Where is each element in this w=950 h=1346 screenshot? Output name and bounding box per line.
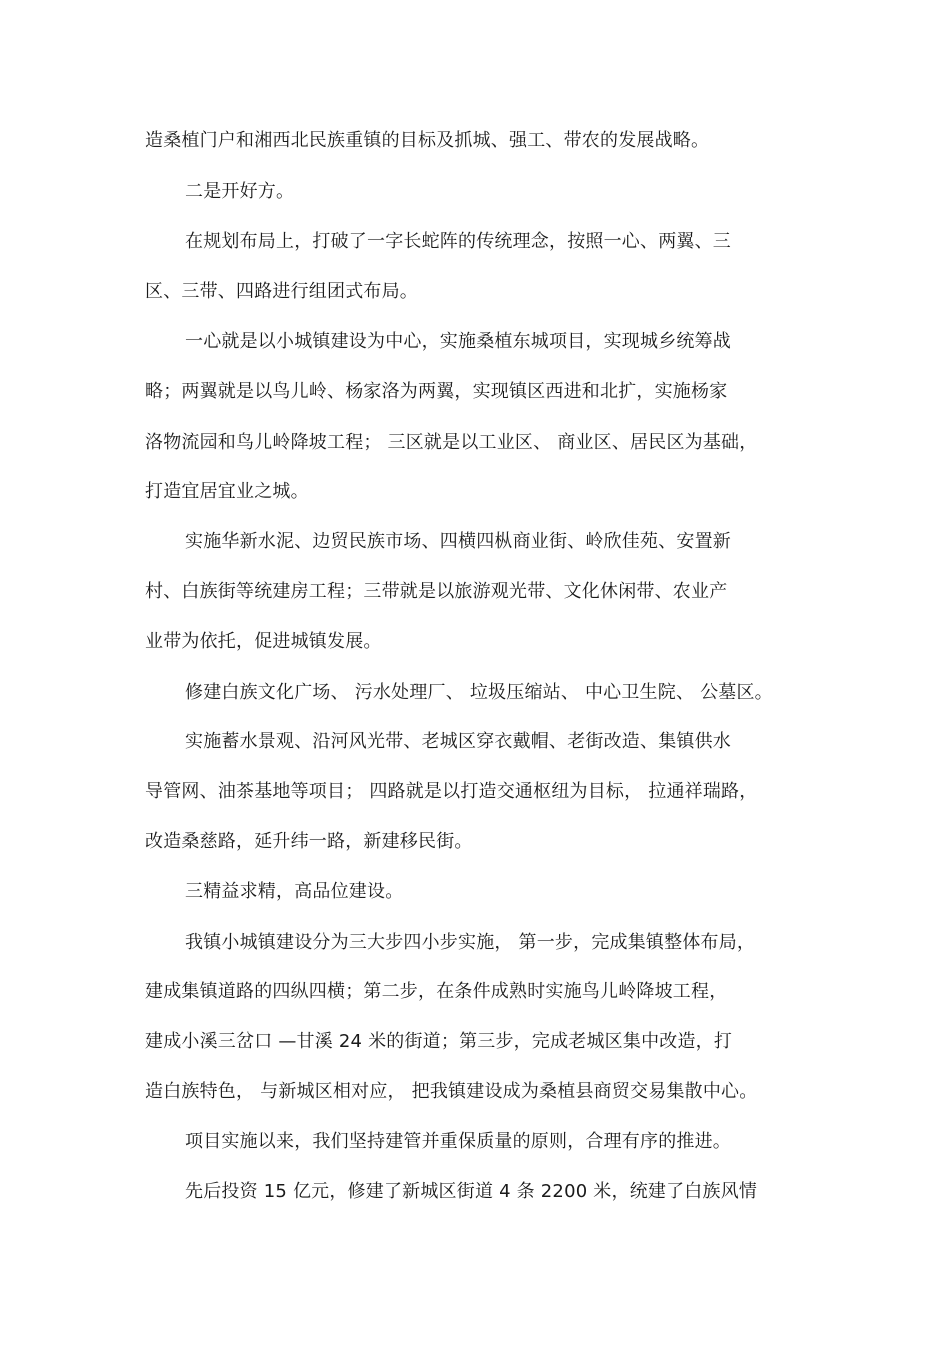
text-line: 业带为依托，促进城镇发展。 — [145, 631, 382, 652]
text-line: 导管网、油茶基地等项目； 四路就是以打造交通枢纽为目标， 拉通祥瑞路， — [145, 781, 758, 802]
text-line: 修建白族文化广场、 污水处理厂、 垃圾压缩站、 中心卫生院、 公墓区。 — [185, 682, 773, 703]
text-line: 区、三带、四路进行组团式布局。 — [145, 281, 418, 302]
text-line: 在规划布局上，打破了一字长蛇阵的传统理念，按照一心、两翼、三 — [185, 231, 731, 252]
text-line: 项目实施以来，我们坚持建管并重保质量的原则，合理有序的推进。 — [185, 1131, 731, 1152]
text-line: 二是开好方。 — [185, 181, 295, 202]
text-line: 先后投资 15 亿元，修建了新城区街道 4 条 2200 米，统建了白族风情 — [185, 1181, 758, 1202]
text-line: 洛物流园和鸟儿岭降坡工程； 三区就是以工业区、 商业区、居民区为基础， — [145, 432, 758, 453]
text-line: 三精益求精，高品位建设。 — [185, 881, 404, 902]
text-line: 村、白族街等统建房工程；三带就是以旅游观光带、文化休闲带、农业产 — [145, 581, 728, 602]
text-line: 改造桑慈路，延升纬一路，新建移民街。 — [145, 831, 473, 852]
text-line: 我镇小城镇建设分为三大步四小步实施， 第一步，完成集镇整体布局， — [185, 932, 756, 953]
text-line: 造白族特色， 与新城区相对应， 把我镇建设成为桑植县商贸交易集散中心。 — [145, 1081, 758, 1102]
text-line: 建成集镇道路的四纵四横；第二步，在条件成熟时实施鸟儿岭降坡工程， — [145, 981, 728, 1002]
text-line: 略；两翼就是以鸟儿岭、杨家洛为两翼，实现镇区西进和北扩，实施杨家 — [145, 381, 728, 402]
text-line: 打造宜居宜业之城。 — [145, 481, 309, 502]
text-line: 一心就是以小城镇建设为中心，实施桑植东城项目，实现城乡统筹战 — [185, 331, 731, 352]
text-line: 造桑植门户和湘西北民族重镇的目标及抓城、强工、带农的发展战略。 — [145, 130, 710, 151]
text-line: 实施蓄水景观、沿河风光带、老城区穿衣戴帽、老街改造、集镇供水 — [185, 731, 731, 752]
text-line: 实施华新水泥、边贸民族市场、四横四枞商业街、岭欣佳苑、安置新 — [185, 531, 731, 552]
text-line: 建成小溪三岔口 —甘溪 24 米的街道；第三步，完成老城区集中改造，打 — [145, 1031, 733, 1052]
